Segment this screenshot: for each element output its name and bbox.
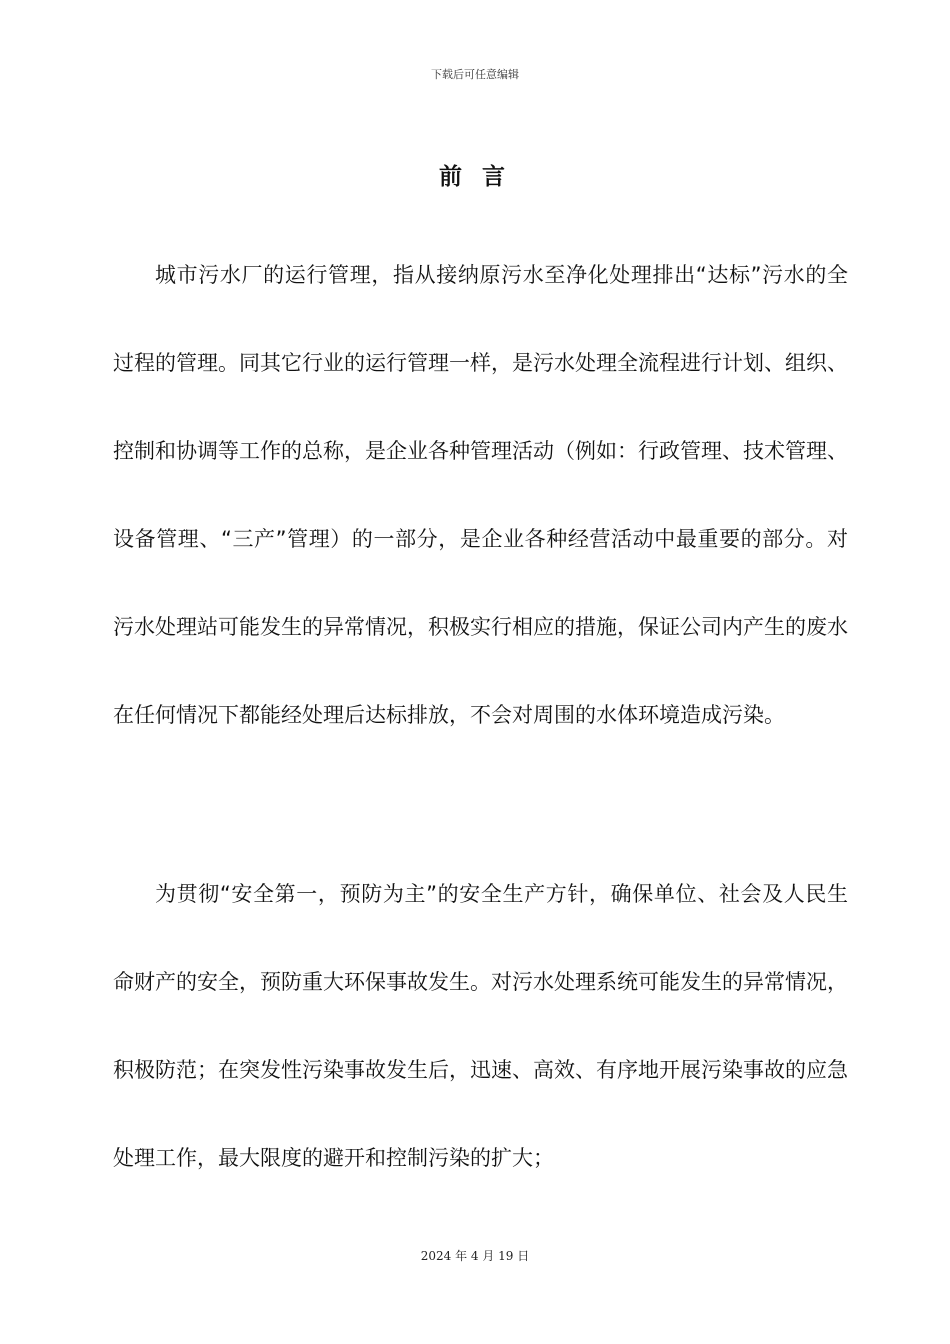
footer-date: 2024 年 4 月 19 日	[420, 1249, 530, 1263]
paragraph-block-1	[113, 231, 848, 759]
paragraph-2: 为贯彻“安全第一，预防为主”的安全生产方针，确保单位、社会及人民生命财产的安全，预防重大环保事故发生。对污水处理系统可能发生的异常情况，积极防范；在突发性污染事故发生后，迅速、高效、有序地开展污染事故的应急处理工作，最大限度的避开和控制污染的扩大；	[113, 882, 848, 1170]
paragraph-block-2	[113, 850, 848, 1202]
header-note: 下载后可任意编辑	[431, 68, 519, 81]
page-title: 前 言	[438, 164, 511, 190]
paragraph-1: 城市污水厂的运行管理，指从接纳原污水至净化处理排出“达标”污水的全过程的管理。同其它行业的运行管理一样，是污水处理全流程进行计划、组织、控制和协调等工作的总称，是企业各种管理活动（例如：行政管理、技术管理、设备管理、“三产”管理）的一部分，是企业各种经营活动中最重要的部分。对污水处理站可能发生的异常情况，积极实行相应的措施，保证公司内产生的废水在任何情况下都能经处理后达标排放，不会对周围的水体环境造成污染。	[113, 263, 848, 727]
